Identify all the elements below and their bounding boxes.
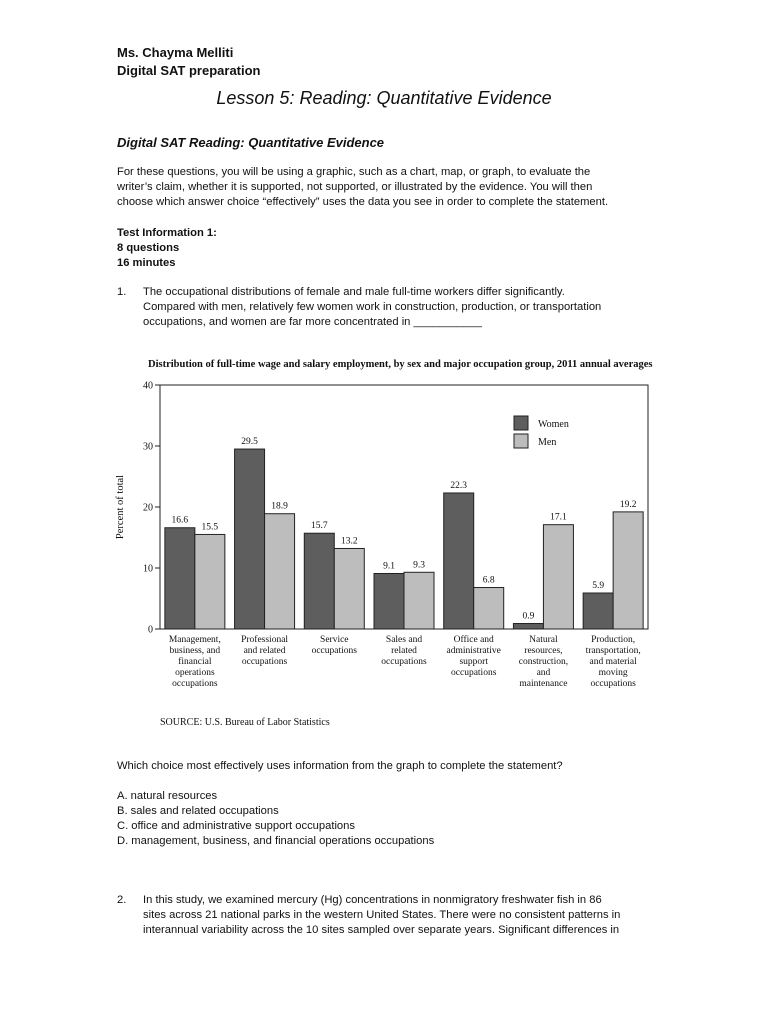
answer-choice-a[interactable]: A. natural resources: [117, 790, 218, 802]
question-line: The occupational distributions of female and male full-time workers differ significantly.: [143, 286, 565, 298]
answer-choice-c[interactable]: C. office and administrative support occupations: [117, 820, 355, 832]
legend-swatch-women: [514, 416, 528, 430]
question-1-number: 1.: [117, 286, 127, 298]
question-line: interannual variability across the 10 sites sampled over separate years. Significant differences in: [143, 924, 620, 936]
bar-women: [374, 573, 404, 629]
category-label: administrative: [446, 646, 501, 656]
answer-choice-b[interactable]: B. sales and related occupations: [117, 805, 279, 817]
y-axis-label: Percent of total: [115, 474, 126, 540]
bar-women: [513, 624, 543, 629]
question-1-text: [143, 285, 652, 330]
bar-value-label: 9.3: [413, 560, 425, 571]
question-line: occupations, and women are far more concentrated in ___________: [143, 316, 482, 328]
intro-line: For these questions, you will be using a graphic, such as a chart, map, or graph, to evaluate the: [117, 166, 591, 178]
lesson-title: Lesson 5: Reading: Quantitative Evidence: [216, 88, 552, 108]
category-label: and related: [243, 646, 286, 656]
bar-value-label: 15.5: [201, 522, 219, 533]
category-label: construction,: [518, 657, 569, 667]
category-label: Sales and: [385, 635, 423, 645]
legend-label-men: Men: [538, 437, 557, 448]
test-info-label: Test Information 1:: [117, 227, 217, 239]
bar-men: [543, 525, 573, 629]
bar-value-label: 0.9: [522, 611, 535, 622]
occupation-bar-chart: [110, 352, 670, 737]
category-label: and material: [589, 657, 637, 667]
bar-value-label: 16.6: [171, 515, 189, 526]
bar-men: [474, 588, 504, 629]
category-label: occupations: [381, 657, 427, 667]
category-label: financial: [178, 657, 212, 667]
answer-choice-d[interactable]: D. management, business, and financial operations occupations: [117, 835, 435, 847]
category-label: occupations: [241, 657, 288, 667]
category-label: occupations: [172, 679, 218, 689]
test-info-minutes: 16 minutes: [117, 257, 176, 269]
course-name: Digital SAT preparation: [117, 63, 261, 78]
category-label: and: [536, 668, 551, 678]
category-label: moving: [598, 668, 628, 678]
y-tick-label: 20: [143, 502, 153, 514]
legend-label-women: Women: [538, 419, 569, 430]
category-label: Service: [320, 635, 349, 645]
section-title: Digital SAT Reading: Quantitative Evidence: [117, 135, 385, 150]
y-tick-label: 30: [143, 441, 153, 453]
bar-value-label: 6.8: [482, 575, 495, 586]
category-label: operations: [175, 668, 215, 678]
bar-value-label: 22.3: [450, 480, 468, 491]
bar-value-label: 29.5: [241, 437, 258, 448]
category-label: occupations: [451, 668, 497, 678]
category-label: occupations: [311, 646, 357, 656]
category-label: Management,: [168, 635, 221, 645]
question-line: Compared with men, relatively few women work in construction, production, or transportation: [143, 301, 602, 313]
category-label: resources,: [524, 646, 563, 656]
bar-value-label: 13.2: [340, 536, 358, 547]
category-label: maintenance: [519, 679, 568, 689]
bar-men: [195, 534, 225, 629]
bar-men: [404, 572, 434, 629]
category-label: transportation,: [585, 646, 641, 656]
chart-title: Distribution of full-time wage and salary employment, by sex and major occupation group, 2011 annual averages: [148, 359, 653, 370]
question-2-number: 2.: [117, 894, 127, 906]
bar-value-label: 17.1: [550, 512, 567, 523]
intro-line: choose which answer choice “effectively” uses the data you see in order to complete the statement.: [117, 196, 609, 208]
chart-source: SOURCE: U.S. Bureau of Labor Statistics: [160, 717, 330, 728]
bar-men: [265, 514, 295, 629]
bar-women: [235, 449, 265, 629]
y-tick-label: 10: [143, 563, 153, 575]
category-label: Professional: [241, 635, 289, 645]
category-label: Production,: [591, 635, 636, 645]
category-label: occupations: [590, 679, 636, 689]
question-line: sites across 21 national parks in the western United States. There were no consistent patterns in: [143, 909, 621, 921]
bar-women: [583, 593, 613, 629]
category-label: Office and: [453, 635, 494, 645]
category-label: business, and: [169, 646, 221, 656]
bar-women: [165, 528, 195, 629]
intro-line: writer’s claim, whether it is supported, not supported, or illustrated by the evidence. You will then: [117, 181, 593, 193]
y-tick-label: 0: [148, 624, 153, 636]
category-label: support: [459, 657, 488, 667]
bar-value-label: 19.2: [619, 499, 637, 510]
question-2-text: [143, 893, 652, 938]
bar-value-label: 9.1: [383, 561, 395, 572]
chart-plot: [143, 381, 648, 690]
legend-swatch-men: [514, 434, 528, 448]
bar-men: [334, 548, 364, 629]
category-label: Natural: [529, 635, 558, 645]
test-info-questions: 8 questions: [117, 242, 180, 254]
bar-value-label: 18.9: [271, 501, 288, 512]
intro-paragraph: [117, 165, 652, 210]
bar-value-label: 15.7: [310, 521, 328, 532]
question-1-prompt: Which choice most effectively uses information from the graph to complete the statement?: [117, 760, 563, 772]
bar-men: [613, 512, 643, 629]
y-tick-label: 40: [143, 380, 153, 392]
bar-value-label: 5.9: [592, 581, 605, 592]
question-line: In this study, we examined mercury (Hg) concentrations in nonmigratory freshwater fish in 86: [143, 894, 602, 906]
category-label: related: [391, 646, 417, 656]
bar-women: [304, 533, 334, 629]
author-name: Ms. Chayma Melliti: [117, 45, 234, 60]
bar-women: [444, 493, 474, 629]
